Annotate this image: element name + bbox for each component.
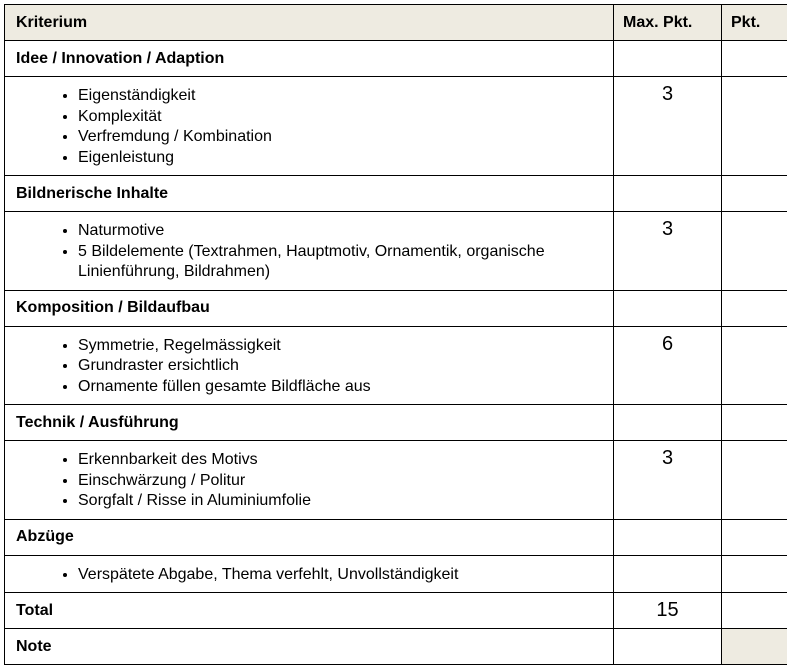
criteria-list	[5, 86, 605, 168]
items-row-komposition	[5, 326, 787, 405]
list-item: • 5 Bildelemente (Textrahmen, Hauptmotiv, Ornamentik, organische Linienführung, Bildrahmen)	[78, 242, 605, 283]
points-input-cell[interactable]	[722, 77, 787, 176]
items-row-technik	[5, 441, 787, 520]
max-points-value	[614, 555, 722, 593]
max-points-value: 3	[614, 77, 722, 176]
list-item: • Eigenständigkeit	[78, 86, 605, 107]
section-max-cell	[614, 519, 722, 555]
max-points-value: 3	[614, 212, 722, 291]
points-input-cell[interactable]	[722, 41, 787, 77]
criteria-list	[5, 450, 605, 512]
list-item: • Einschwärzung / Politur	[78, 471, 605, 492]
points-input-cell[interactable]	[722, 555, 787, 593]
note-empty-cell	[614, 629, 722, 665]
section-title: Idee / Innovation / Adaption	[5, 41, 614, 77]
total-points-cell[interactable]	[722, 593, 787, 629]
section-title: Bildnerische Inhalte	[5, 176, 614, 212]
points-input-cell[interactable]	[722, 405, 787, 441]
total-max-points: 15	[614, 593, 722, 629]
section-max-cell	[614, 176, 722, 212]
section-max-cell	[614, 405, 722, 441]
points-input-cell[interactable]	[722, 212, 787, 291]
list-item: • Erkennbarkeit des Motivs	[78, 450, 605, 471]
list-item: • Symmetrie, Regelmässigkeit	[78, 336, 605, 357]
list-item: • Sorgfalt / Risse in Aluminiumfolie	[78, 491, 605, 512]
criteria-list	[5, 565, 605, 586]
section-row-technik	[5, 405, 787, 441]
list-item: • Verspätete Abgabe, Thema verfehlt, Unvollständigkeit	[78, 565, 605, 586]
items-row-bildnerische-inhalte	[5, 212, 787, 291]
points-input-cell[interactable]	[722, 176, 787, 212]
list-item: • Verfremdung / Kombination	[78, 127, 605, 148]
header-max-points: Max. Pkt.	[614, 5, 722, 41]
section-row-abzuege	[5, 519, 787, 555]
section-title: Technik / Ausführung	[5, 405, 614, 441]
list-item: • Komplexität	[78, 107, 605, 128]
criteria-list	[5, 336, 605, 398]
section-max-cell	[614, 290, 722, 326]
header-criterion: Kriterium	[5, 5, 614, 41]
points-input-cell[interactable]	[722, 326, 787, 405]
points-input-cell[interactable]	[722, 519, 787, 555]
criteria-list-cell	[5, 212, 614, 291]
section-row-bildnerische-inhalte	[5, 176, 787, 212]
note-label: Note	[5, 629, 614, 665]
list-item: • Eigenleistung	[78, 148, 605, 169]
criteria-list-cell	[5, 77, 614, 176]
total-label: Total	[5, 593, 614, 629]
header-points: Pkt.	[722, 5, 787, 41]
list-item: • Naturmotive	[78, 221, 605, 242]
section-title: Komposition / Bildaufbau	[5, 290, 614, 326]
table-header-row	[5, 5, 787, 41]
list-item: • Ornamente füllen gesamte Bildfläche aus	[78, 377, 605, 398]
criteria-list-cell	[5, 555, 614, 593]
items-row-idee	[5, 77, 787, 176]
max-points-value: 3	[614, 441, 722, 520]
section-max-cell	[614, 41, 722, 77]
criteria-list-cell	[5, 441, 614, 520]
section-row-komposition	[5, 290, 787, 326]
grading-table	[4, 4, 787, 665]
points-input-cell[interactable]	[722, 290, 787, 326]
section-row-idee	[5, 41, 787, 77]
points-input-cell[interactable]	[722, 441, 787, 520]
criteria-list-cell	[5, 326, 614, 405]
section-title: Abzüge	[5, 519, 614, 555]
criteria-list	[5, 221, 605, 283]
items-row-abzuege	[5, 555, 787, 593]
grade-input-cell[interactable]	[722, 629, 787, 665]
list-item: • Grundraster ersichtlich	[78, 356, 605, 377]
max-points-value: 6	[614, 326, 722, 405]
note-row	[5, 629, 787, 665]
total-row	[5, 593, 787, 629]
